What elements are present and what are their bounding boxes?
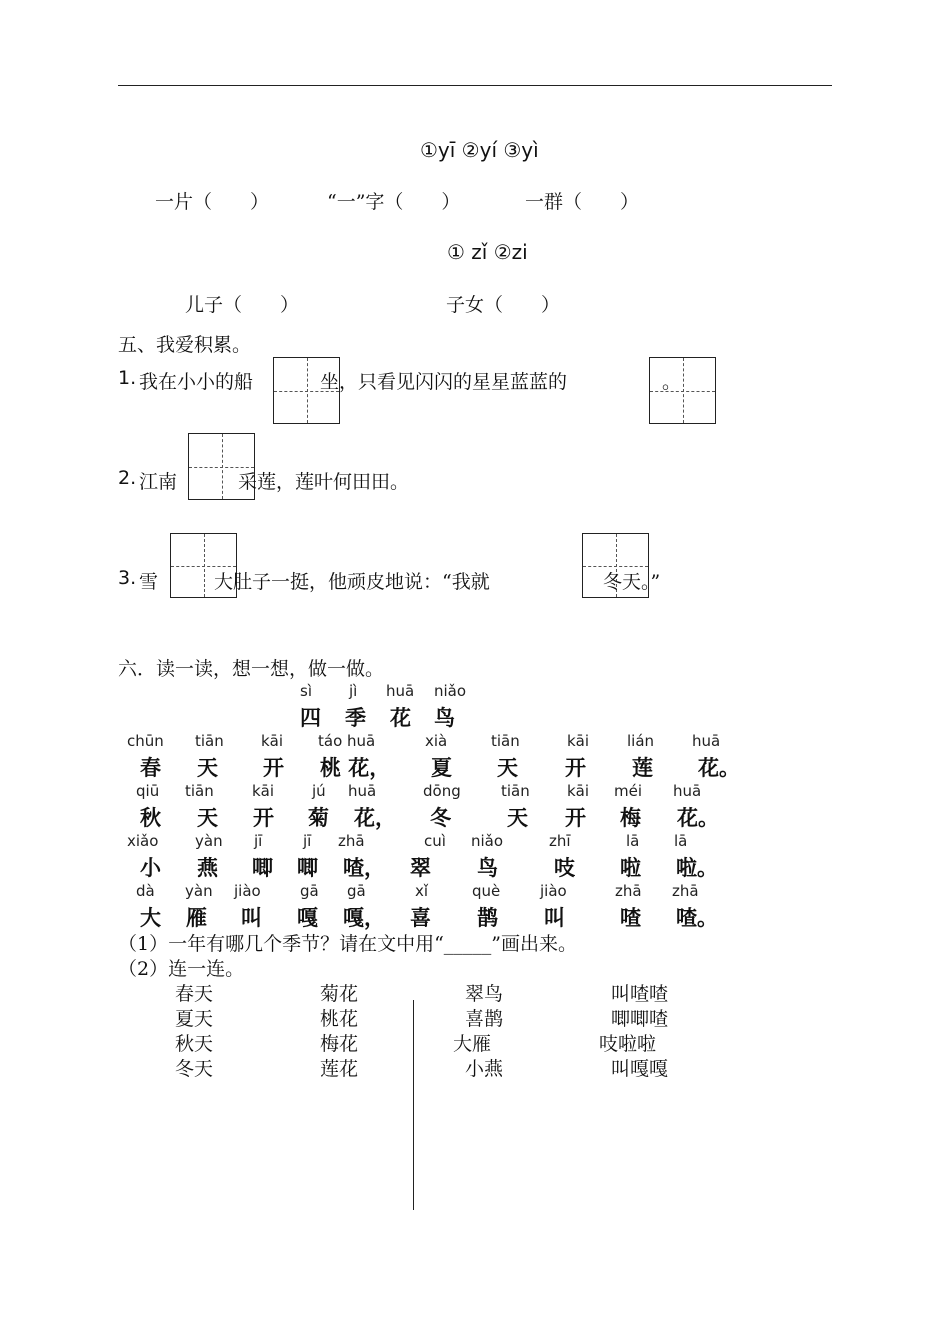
poem-char: 鸟 — [477, 856, 498, 880]
s1-text-b: 坐，只看见闪闪的星星蓝蓝的 — [320, 371, 568, 393]
poem-char: 喳， — [343, 856, 385, 880]
pinyin: jiào — [234, 882, 261, 900]
pinyin: lián — [627, 732, 655, 750]
title-pinyin: huā — [386, 682, 415, 700]
pinyin: qiū — [136, 782, 160, 800]
poem-char: 天 — [197, 806, 218, 830]
match-season[interactable]: 秋天 — [175, 1033, 214, 1055]
pinyin: kāi — [567, 732, 590, 750]
q2-item-1: 儿子（ ） — [185, 294, 300, 316]
pinyin: niǎo — [471, 832, 504, 850]
pinyin: tiān — [185, 782, 214, 800]
pinyin-options-yi: ①yī ②yí ③yì — [420, 138, 539, 162]
s1-number: 1. — [118, 367, 137, 389]
match-bird[interactable]: 喜鹊 — [465, 1008, 504, 1030]
poem-char: 梅 — [620, 806, 641, 830]
pinyin: kāi — [252, 782, 275, 800]
title-char: 花 — [390, 706, 411, 730]
poem-char: 雁 — [186, 906, 207, 930]
pinyin: dōng — [423, 782, 461, 800]
pinyin: què — [472, 882, 501, 900]
s3-text-b: 大肚子一挺，他顽皮地说：“我就 — [214, 571, 490, 593]
poem-char: 叫 — [544, 906, 565, 930]
pinyin: tiān — [195, 732, 224, 750]
pinyin: jī — [254, 832, 263, 850]
pinyin: jiào — [540, 882, 567, 900]
pinyin: lā — [626, 832, 640, 850]
title-pinyin: sì — [300, 682, 312, 700]
poem-char: 开 — [263, 756, 284, 780]
poem-char: 啦 — [620, 856, 641, 880]
poem-char: 唧 — [297, 856, 318, 880]
match-bird[interactable]: 翠鸟 — [465, 983, 504, 1005]
poem-char: 喳。 — [676, 906, 718, 930]
question-2: （2）连一连。 — [118, 958, 245, 980]
s3-text-c: 冬天。” — [603, 571, 661, 593]
match-season[interactable]: 夏天 — [175, 1008, 214, 1030]
s2-text-a: 江南 — [139, 471, 178, 493]
poem-char: 天 — [507, 806, 528, 830]
poem-char: 夏 — [431, 756, 452, 780]
pinyin: zhā — [615, 882, 642, 900]
pinyin: táo huā — [318, 732, 376, 750]
pinyin: méi — [614, 782, 643, 800]
poem-char: 开 — [253, 806, 274, 830]
pinyin: chūn — [127, 732, 164, 750]
section5-title: 五、我爱积累。 — [118, 334, 252, 356]
s3-text-a: 雪 — [139, 571, 159, 593]
pinyin: jī — [303, 832, 312, 850]
pinyin: zhā — [672, 882, 699, 900]
poem-char: 开 — [565, 756, 586, 780]
section6-title: 六．读一读，想一想，做一做。 — [118, 658, 385, 680]
pinyin: tiān — [501, 782, 530, 800]
pinyin: gā — [300, 882, 319, 900]
poem-char: 唧 — [252, 856, 273, 880]
pinyin: cuì — [424, 832, 446, 850]
s2-number: 2. — [118, 467, 137, 489]
poem-char: 花。 — [698, 756, 740, 780]
match-bird[interactable]: 大雁 — [453, 1033, 492, 1055]
pinyin: xiǎo — [127, 832, 159, 850]
poem-char: 吱 — [554, 856, 575, 880]
pinyin: gā — [347, 882, 366, 900]
title-char: 鸟 — [434, 706, 455, 730]
divider-line — [413, 1000, 414, 1210]
poem-char: 冬 — [430, 806, 451, 830]
match-season[interactable]: 冬天 — [175, 1058, 214, 1080]
poem-char: 花， — [354, 806, 396, 830]
q1-item-2: “一”字（ ） — [327, 191, 461, 213]
q1-item-1: 一片（ ） — [155, 191, 270, 213]
match-bird[interactable]: 小燕 — [465, 1058, 504, 1080]
header-rule — [118, 85, 832, 86]
pinyin: zhī — [549, 832, 571, 850]
match-sound[interactable]: 吱啦啦 — [599, 1033, 657, 1055]
s3-number: 3. — [118, 567, 137, 589]
pinyin: zhā — [338, 832, 365, 850]
pinyin: kāi — [261, 732, 284, 750]
pinyin: dà — [136, 882, 155, 900]
poem-char: 鹊 — [477, 906, 498, 930]
poem-char: 花。 — [677, 806, 719, 830]
match-season[interactable]: 春天 — [175, 983, 214, 1005]
poem-char: 叫 — [241, 906, 262, 930]
match-flower[interactable]: 梅花 — [320, 1033, 359, 1055]
poem-char: 啦。 — [676, 856, 718, 880]
poem-char: 桃 花， — [320, 756, 391, 780]
match-flower[interactable]: 菊花 — [320, 983, 359, 1005]
pinyin: huā — [673, 782, 702, 800]
pinyin: kāi — [567, 782, 590, 800]
title-char: 季 — [345, 706, 366, 730]
pinyin: yàn — [195, 832, 223, 850]
poem-char: 莲 — [632, 756, 653, 780]
poem-char: 嘎， — [343, 906, 385, 930]
pinyin: jú — [312, 782, 326, 800]
s2-text-b: 采莲，莲叶何田田。 — [238, 471, 410, 493]
match-flower[interactable]: 桃花 — [320, 1008, 359, 1030]
s1-text-a: 我在小小的船 — [139, 371, 254, 393]
title-pinyin: jì — [349, 682, 358, 700]
poem-char: 翠 — [410, 856, 431, 880]
poem-char: 小 — [140, 856, 161, 880]
match-flower[interactable]: 莲花 — [320, 1058, 359, 1080]
poem-char: 燕 — [197, 856, 218, 880]
match-sound[interactable]: 叫喳喳 — [611, 983, 669, 1005]
poem-char: 春 — [140, 756, 161, 780]
question-1: （1）一年有哪几个季节？请在文中用“_____”画出来。 — [118, 933, 578, 955]
pinyin: tiān — [491, 732, 520, 750]
poem-char: 天 — [197, 756, 218, 780]
poem-char: 喜 — [410, 906, 431, 930]
pinyin-options-zi: ① zǐ ②zi — [447, 240, 528, 264]
tianzige-box-2[interactable] — [649, 357, 716, 424]
poem-char: 嘎 — [297, 906, 318, 930]
pinyin: yàn — [185, 882, 213, 900]
poem-char: 秋 — [140, 806, 161, 830]
poem-char: 开 — [565, 806, 586, 830]
pinyin: xǐ — [415, 882, 429, 900]
match-sound[interactable]: 叫嘎嘎 — [611, 1058, 669, 1080]
title-char: 四 — [300, 706, 321, 730]
pinyin: lā — [674, 832, 688, 850]
title-pinyin: niǎo — [434, 682, 467, 700]
s1-end: 。 — [662, 371, 682, 393]
pinyin: xià — [425, 732, 448, 750]
pinyin: huā — [692, 732, 721, 750]
q1-item-3: 一群（ ） — [525, 191, 640, 213]
match-sound[interactable]: 唧唧喳 — [611, 1008, 669, 1030]
poem-char: 喳 — [620, 906, 641, 930]
poem-char: 天 — [497, 756, 518, 780]
poem-char: 大 — [140, 906, 161, 930]
q2-item-2: 子女（ ） — [446, 294, 561, 316]
pinyin: huā — [348, 782, 377, 800]
poem-char: 菊 — [308, 806, 329, 830]
